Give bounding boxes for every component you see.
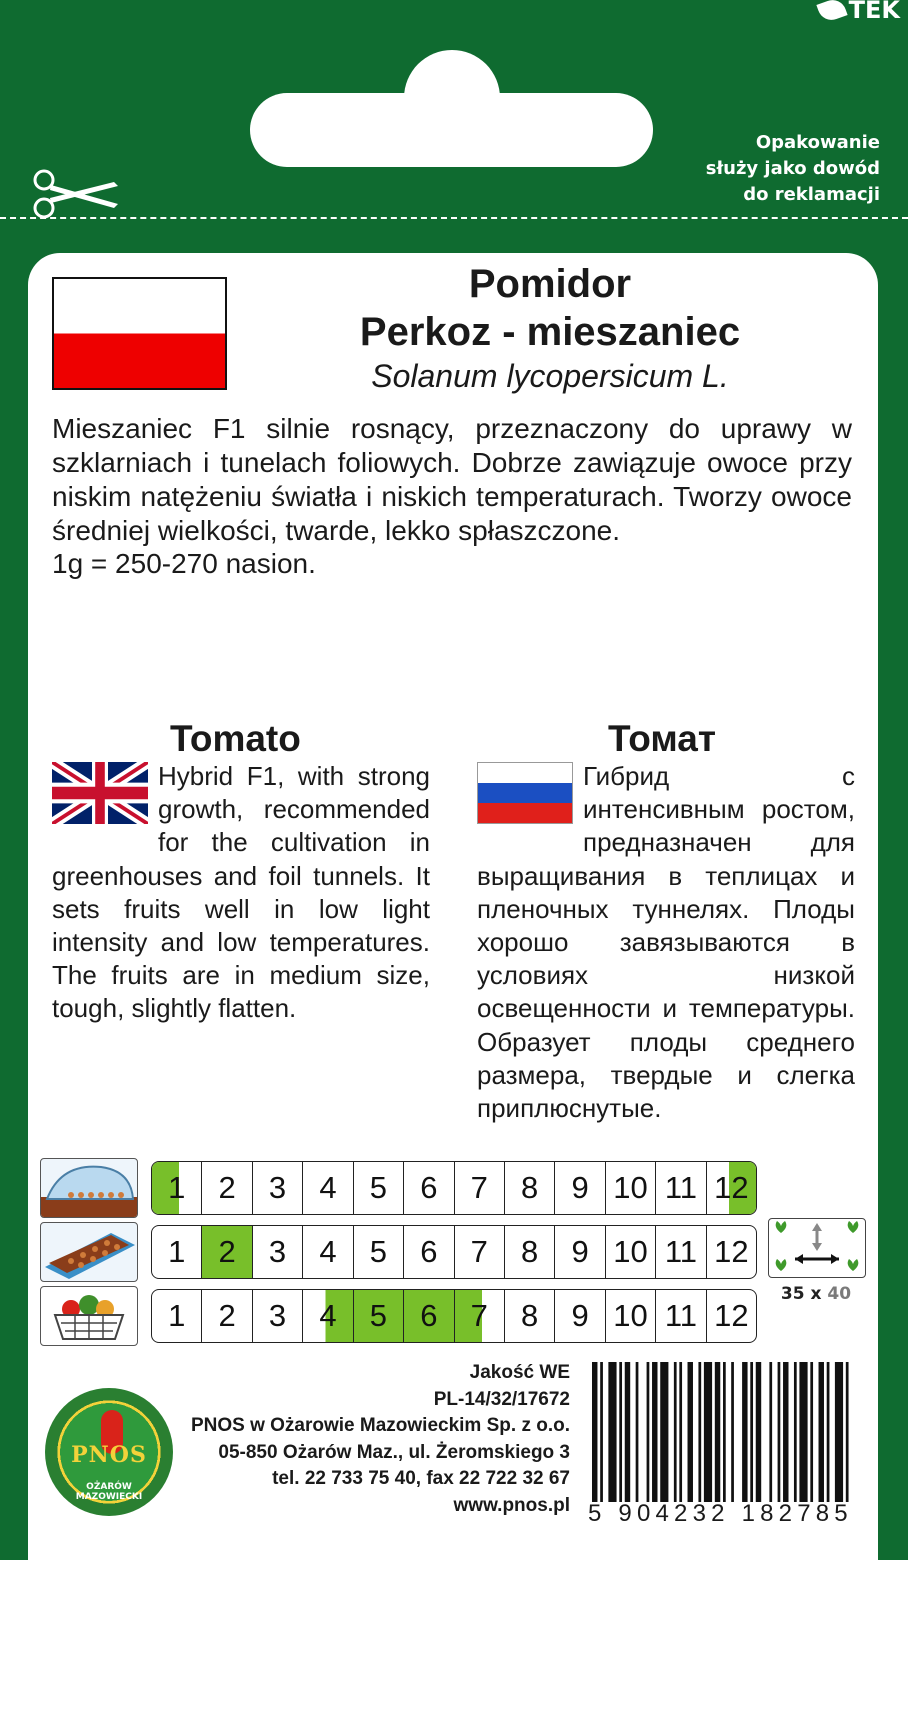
russian-column <box>477 760 855 1125</box>
month-cell: 3 <box>253 1226 303 1278</box>
barcode-bar <box>827 1362 830 1502</box>
barcode-bar <box>750 1362 753 1502</box>
month-cell: 1 <box>152 1162 202 1214</box>
month-cell: 9 <box>555 1226 605 1278</box>
month-cell: 10 <box>606 1162 656 1214</box>
cut-note <box>706 130 880 208</box>
english-description: Hybrid F1, with strong growth, recommended for the cultivation in greenhouses and foil tunnels. It sets fruits well in low light intensity and low temperatures. The fruits are in medium size, tough, slightly flatten. <box>52 761 430 1024</box>
barcode-bar <box>769 1362 772 1502</box>
barcode-bar <box>698 1362 701 1502</box>
product-variety: Perkoz - mieszaniec <box>359 310 741 354</box>
barcode-bar <box>799 1362 807 1502</box>
barcode-bar <box>625 1362 630 1502</box>
month-cell: 5 <box>354 1162 404 1214</box>
month-cell: 3 <box>253 1290 303 1342</box>
pnos-seal-logo <box>45 1388 173 1516</box>
month-cell: 11 <box>656 1290 706 1342</box>
barcode <box>592 1362 854 1502</box>
month-cell: 7 <box>455 1162 505 1214</box>
barcode-number: 5 904232 182785 <box>588 1500 853 1527</box>
barcode-bar <box>592 1362 597 1502</box>
product-title: Pomidor <box>468 262 632 306</box>
barcode-bar <box>742 1362 747 1502</box>
russian-heading: Томат <box>608 718 716 759</box>
cut-line <box>0 217 908 219</box>
seed-tray-icon <box>40 1222 138 1282</box>
cut-note-line1: Opakowanie <box>755 132 880 153</box>
leaf-icon <box>816 0 847 24</box>
month-cell: 1 <box>152 1290 202 1342</box>
calendar-row-seedbed <box>40 1222 860 1282</box>
registry-number: PL-14/32/17672 <box>433 1388 570 1410</box>
barcode-bar <box>731 1362 734 1502</box>
cut-note-line2: służy jako dowód <box>705 158 880 179</box>
spacing-label <box>768 1284 864 1304</box>
barcode-bar <box>810 1362 813 1502</box>
month-cell: 8 <box>505 1226 555 1278</box>
company-address: 05-850 Ożarów Maz., ul. Żeromskiego 3 <box>218 1441 570 1463</box>
barcode-bar <box>819 1362 824 1502</box>
month-cell: 2 <box>202 1226 252 1278</box>
russia-flag-icon <box>477 762 573 824</box>
polish-description: Mieszaniec F1 silnie rosnący, przeznaczony do uprawy w szklarniach i tunelach foliowych. Dobrze zawiązuje owoce przy niskim natężeniu światła i niskich temperaturach. Tworzy owoce średniej wielkości, twarde, lekko spłaszczone. <box>52 413 852 546</box>
company-name: PNOS w Ożarowie Mazowieckim Sp. z o.o. <box>190 1415 570 1436</box>
latin-name: Solanum lycopersicum L. <box>371 358 729 394</box>
plant-spacing-icon <box>768 1218 866 1278</box>
harvest-basket-icon <box>40 1286 138 1346</box>
month-strip-harvest <box>151 1289 757 1343</box>
barcode-bar <box>704 1362 712 1502</box>
calendar-row-harvest <box>40 1286 860 1346</box>
month-cell: 7 <box>455 1226 505 1278</box>
brand-logo <box>819 0 900 24</box>
barcode-bar <box>674 1362 677 1502</box>
barcode-bar <box>660 1362 668 1502</box>
cut-note-line3: do reklamacji <box>743 184 880 205</box>
scissors-icon <box>30 166 122 222</box>
barcode-bar <box>778 1362 781 1502</box>
spacing-a: 35 <box>780 1284 805 1304</box>
month-cell: 5 <box>354 1290 404 1342</box>
barcode-bar <box>679 1362 682 1502</box>
month-cell: 11 <box>656 1226 706 1278</box>
month-cell: 8 <box>505 1290 555 1342</box>
month-cell: 9 <box>555 1290 605 1342</box>
month-cell: 12 <box>707 1162 756 1214</box>
spacing-sep: x <box>804 1284 828 1304</box>
month-cell: 8 <box>505 1162 555 1214</box>
barcode-bar <box>600 1362 603 1502</box>
hang-hole <box>250 93 653 167</box>
month-cell: 4 <box>303 1226 353 1278</box>
barcode-bar <box>636 1362 639 1502</box>
barcode-bar <box>619 1362 622 1502</box>
barcode-bar <box>756 1362 761 1502</box>
spacing-b: 40 <box>827 1284 852 1304</box>
russian-description: Гибрид с интенсивным ростом, предназначен для выращивания в теплицах и пленочных туннелях. Плоды хорошо завязываются в условиях низкой освещенности и температуры. Образует плоды среднего размера, твердые и слегка приплюснутые. <box>477 761 855 1124</box>
barcode-bar <box>715 1362 720 1502</box>
barcode-bar <box>846 1362 849 1502</box>
poland-flag-icon <box>52 277 227 390</box>
month-cell: 6 <box>404 1226 454 1278</box>
month-cell: 11 <box>656 1162 706 1214</box>
month-cell: 6 <box>404 1290 454 1342</box>
company-phone: tel. 22 733 75 40, fax 22 722 32 67 <box>272 1468 570 1489</box>
calendar-row-greenhouse <box>40 1158 860 1218</box>
month-cell: 4 <box>303 1290 353 1342</box>
barcode-bar <box>794 1362 797 1502</box>
month-cell: 6 <box>404 1162 454 1214</box>
barcode-bar <box>652 1362 657 1502</box>
brand-name: TEK <box>848 0 900 24</box>
month-cell: 2 <box>202 1290 252 1342</box>
uk-flag-icon <box>52 762 148 824</box>
month-cell: 12 <box>714 1234 749 1269</box>
barcode-bar <box>723 1362 726 1502</box>
barcode-bar <box>608 1362 616 1502</box>
english-heading: Tomato <box>170 718 301 759</box>
quality-label: Jakość WE <box>469 1362 570 1383</box>
company-info <box>191 1360 570 1519</box>
month-cell: 12 <box>714 1298 749 1333</box>
month-cell: 10 <box>606 1226 656 1278</box>
english-column <box>52 760 430 1026</box>
barcode-bar <box>647 1362 650 1502</box>
seal-text: PNOS <box>71 1442 147 1468</box>
month-cell: 7 <box>455 1290 505 1342</box>
month-cell: 2 <box>202 1162 252 1214</box>
month-cell: 4 <box>303 1162 353 1214</box>
month-cell: 3 <box>253 1162 303 1214</box>
barcode-bar <box>688 1362 693 1502</box>
seeds-per-gram: 1g = 250-270 nasion. <box>52 548 316 579</box>
barcode-bar <box>783 1362 788 1502</box>
month-cell: 5 <box>354 1226 404 1278</box>
month-cell: 9 <box>555 1162 605 1214</box>
month-strip-seedbed <box>151 1225 757 1279</box>
seal-ring-text: OŻARÓW MAZOWIECKI <box>75 1482 143 1502</box>
month-strip-greenhouse <box>151 1161 757 1215</box>
month-cell: 10 <box>606 1290 656 1342</box>
month-cell: 1 <box>152 1226 202 1278</box>
greenhouse-icon <box>40 1158 138 1218</box>
company-website[interactable]: www.pnos.pl <box>453 1494 570 1516</box>
barcode-bar <box>835 1362 843 1502</box>
